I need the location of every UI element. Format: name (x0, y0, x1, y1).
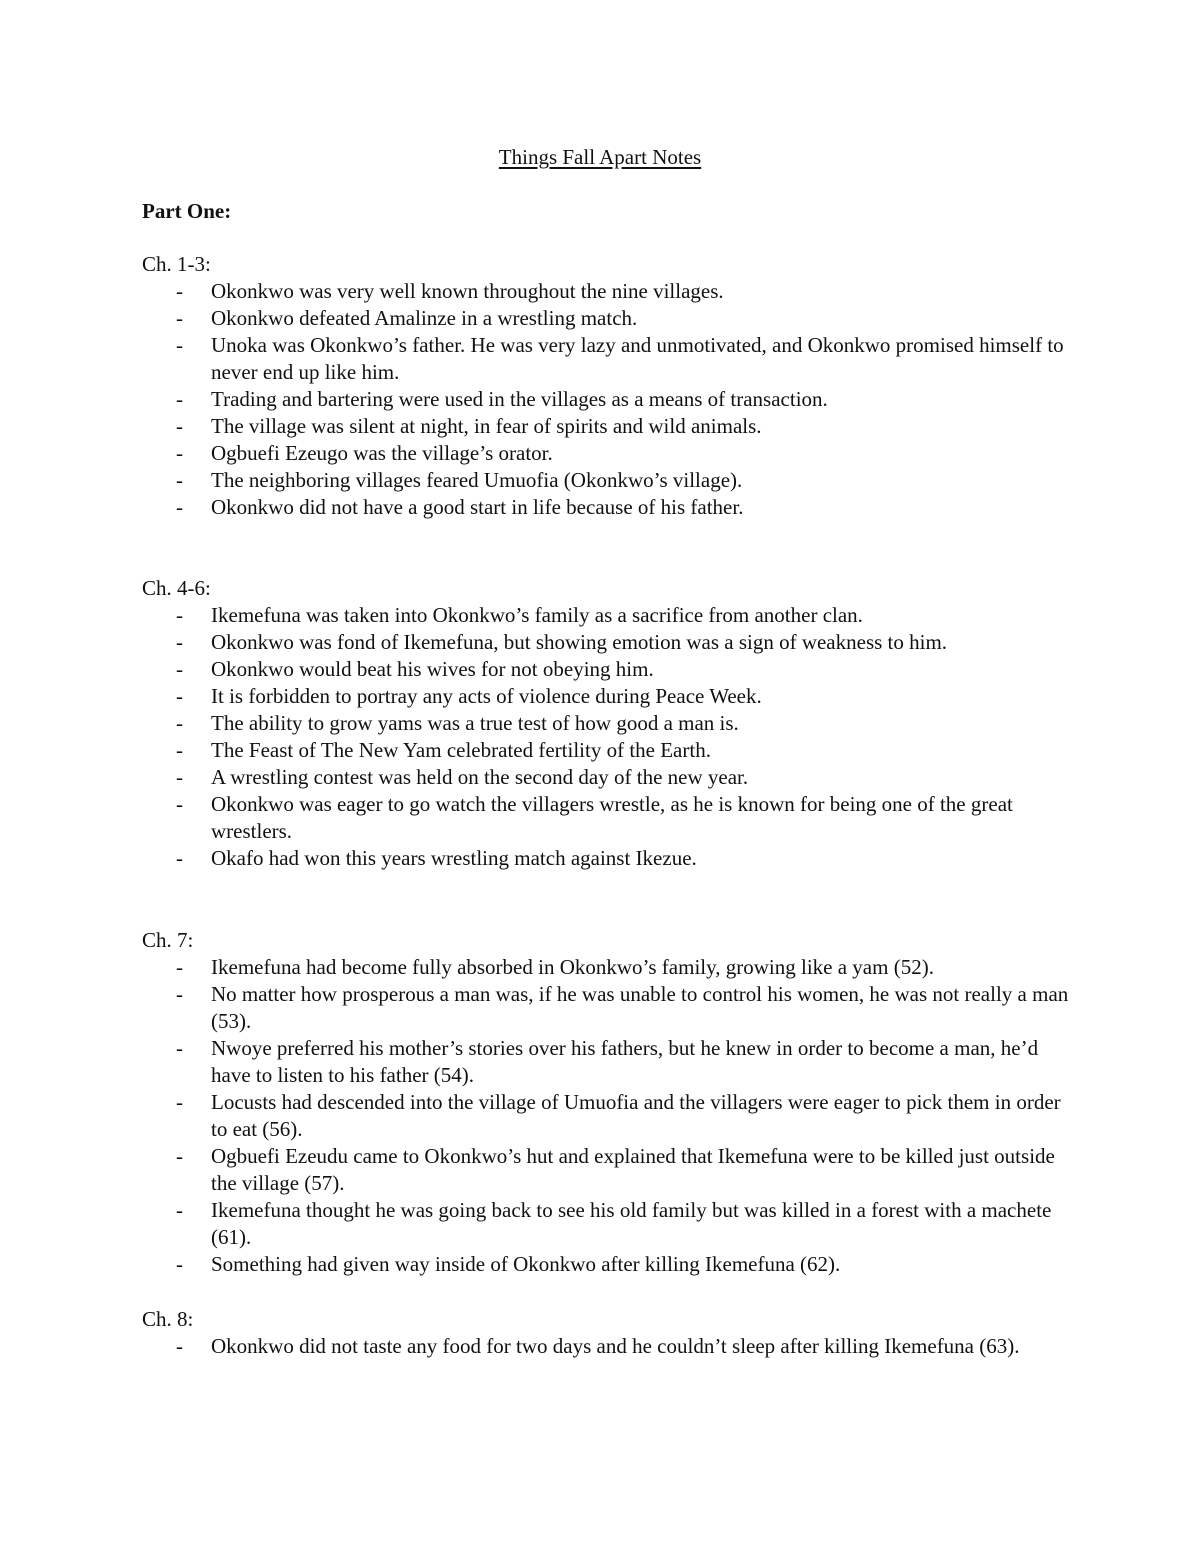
bullet-dash: - (176, 1090, 183, 1114)
bullet-dash: - (176, 306, 183, 330)
chapter-section (142, 1306, 1072, 1360)
note-item (142, 845, 1072, 872)
note-item (142, 954, 1072, 981)
note-item (142, 656, 1072, 683)
bullet-dash: - (176, 657, 183, 681)
note-text: Okonkwo defeated Amalinze in a wrestling match. (211, 306, 638, 330)
document-title: Things Fall Apart Notes (498, 145, 702, 169)
note-text: The Feast of The New Yam celebrated fertility of the Earth. (211, 738, 711, 762)
bullet-dash: - (176, 1036, 183, 1060)
note-text: Trading and bartering were used in the villages as a means of transaction. (211, 387, 828, 411)
bullet-dash: - (176, 765, 183, 789)
notes-list (142, 1333, 1072, 1360)
note-text: Ogbuefi Ezeugo was the village’s orator. (211, 441, 553, 465)
note-text: Okonkwo would beat his wives for not obeying him. (211, 657, 654, 681)
note-item (142, 764, 1072, 791)
note-item (142, 494, 1072, 521)
note-item (142, 413, 1072, 440)
note-item (142, 440, 1072, 467)
note-text: Okonkwo did not taste any food for two days and he couldn’t sleep after killing Ikemefuna (63). (211, 1334, 1020, 1358)
note-item (142, 332, 1072, 386)
chapter-heading: Ch. 8: (142, 1307, 194, 1331)
note-text: Ikemefuna thought he was going back to see his old family but was killed in a forest with a machete (61). (211, 1198, 1052, 1249)
bullet-dash: - (176, 333, 183, 357)
note-text: The ability to grow yams was a true test of how good a man is. (211, 711, 739, 735)
bullet-dash: - (176, 1252, 183, 1276)
bullet-dash: - (176, 846, 183, 870)
bullet-dash: - (176, 1198, 183, 1222)
bullet-dash: - (176, 982, 183, 1006)
note-item (142, 1143, 1072, 1197)
note-text: Nwoye preferred his mother’s stories over his fathers, but he knew in order to become a man, he’d have to listen to his father (54). (211, 1036, 1039, 1087)
note-text: Okonkwo was very well known throughout the nine villages. (211, 279, 724, 303)
bullet-dash: - (176, 955, 183, 979)
note-item (142, 1035, 1072, 1089)
note-item (142, 737, 1072, 764)
chapter-section (142, 575, 1072, 872)
notes-list (142, 278, 1072, 521)
note-item (142, 1333, 1072, 1360)
notes-list (142, 954, 1072, 1278)
note-item (142, 710, 1072, 737)
note-item (142, 1251, 1072, 1278)
bullet-dash: - (176, 711, 183, 735)
note-item (142, 386, 1072, 413)
bullet-dash: - (176, 684, 183, 708)
note-text: Unoka was Okonkwo’s father. He was very lazy and unmotivated, and Okonkwo promised himself to never end up like him. (211, 333, 1064, 384)
note-item (142, 1089, 1072, 1143)
note-text: The village was silent at night, in fear of spirits and wild animals. (211, 414, 762, 438)
note-item (142, 278, 1072, 305)
note-text: Ikemefuna was taken into Okonkwo’s family as a sacrifice from another clan. (211, 603, 863, 627)
notes-list (142, 602, 1072, 872)
note-text: No matter how prosperous a man was, if he was unable to control his women, he was not really a man (53). (211, 982, 1069, 1033)
note-text: Locusts had descended into the village of Umuofia and the villagers were eager to pick them in order to eat (56). (211, 1090, 1061, 1141)
bullet-dash: - (176, 1334, 183, 1358)
note-text: Okonkwo was fond of Ikemefuna, but showing emotion was a sign of weakness to him. (211, 630, 948, 654)
note-text: Okonkwo did not have a good start in life because of his father. (211, 495, 744, 519)
chapter-heading: Ch. 1-3: (142, 252, 211, 276)
bullet-dash: - (176, 603, 183, 627)
bullet-dash: - (176, 414, 183, 438)
note-text: Ogbuefi Ezeudu came to Okonkwo’s hut and explained that Ikemefuna were to be killed just outside the village (57). (211, 1144, 1055, 1195)
bullet-dash: - (176, 387, 183, 411)
note-item (142, 305, 1072, 332)
note-item (142, 1197, 1072, 1251)
chapter-section (142, 251, 1072, 521)
bullet-dash: - (176, 792, 183, 816)
bullet-dash: - (176, 441, 183, 465)
note-text: Okonkwo was eager to go watch the villagers wrestle, as he is known for being one of the great wrestlers. (211, 792, 1013, 843)
bullet-dash: - (176, 738, 183, 762)
note-item (142, 791, 1072, 845)
note-item (142, 467, 1072, 494)
chapter-heading: Ch. 4-6: (142, 576, 211, 600)
note-item (142, 629, 1072, 656)
bullet-dash: - (176, 495, 183, 519)
note-text: Okafo had won this years wrestling match against Ikezue. (211, 846, 697, 870)
bullet-dash: - (176, 630, 183, 654)
bullet-dash: - (176, 279, 183, 303)
bullet-dash: - (176, 1144, 183, 1168)
note-text: Something had given way inside of Okonkwo after killing Ikemefuna (62). (211, 1252, 841, 1276)
note-item (142, 602, 1072, 629)
note-item (142, 981, 1072, 1035)
chapter-heading: Ch. 7: (142, 928, 194, 952)
bullet-dash: - (176, 468, 183, 492)
part-heading: Part One: (142, 199, 232, 223)
note-text: Ikemefuna had become fully absorbed in Okonkwo’s family, growing like a yam (52). (211, 955, 934, 979)
note-text: It is forbidden to portray any acts of violence during Peace Week. (211, 684, 762, 708)
chapter-section (142, 927, 1072, 1278)
note-item (142, 683, 1072, 710)
note-text: A wrestling contest was held on the second day of the new year. (211, 765, 749, 789)
note-text: The neighboring villages feared Umuofia (Okonkwo’s village). (211, 468, 743, 492)
